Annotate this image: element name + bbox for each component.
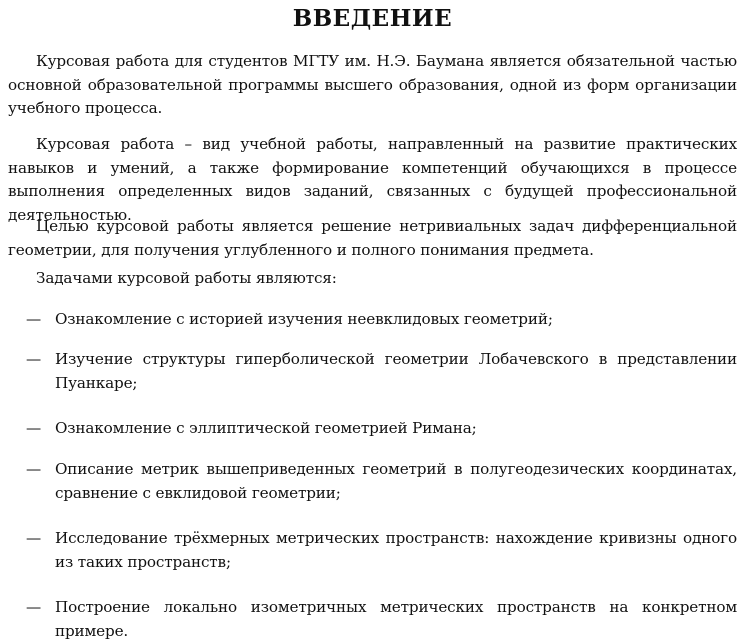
paragraph-definition: Курсовая работа – вид учебной работы, направленный на развитие практических навыков и умений, а также формирование компетенций обучающихся в процессе выполнения определенных видов заданий, связанных с будущей профессиональной деятельностью.	[8, 135, 737, 224]
paragraph-goal: Целью курсовой работы является решение нетривиальных задач дифференциальной геометрии, для получения углубленного и полного понимания предмета.	[8, 217, 737, 259]
list-item-text: Ознакомление с историей изучения неевклидовых геометрий;	[55, 310, 553, 328]
list-item-text: Ознакомление с эллиптической геометрией Римана;	[55, 419, 477, 437]
list-marker: —	[26, 598, 42, 616]
list-item-text: Исследование трёхмерных метрических пространств: нахождение кривизны одного из таких пространств;	[55, 529, 737, 571]
list-item-text: Построение локально изометричных метрических пространств на конкретном примере.	[55, 598, 737, 640]
page-title: ВВЕДЕНИЕ	[292, 5, 453, 32]
list-marker: —	[26, 310, 42, 328]
list-marker: —	[26, 419, 42, 437]
list-marker: —	[26, 460, 42, 478]
list-item-text: Описание метрик вышеприведенных геометрий в полугеодезических координатах, сравнение с евклидовой геометрии;	[55, 460, 737, 502]
list-marker: —	[26, 529, 42, 547]
paragraph-tasks-heading: Задачами курсовой работы являются:	[36, 269, 337, 287]
paragraph-intro: Курсовая работа для студентов МГТУ им. Н.Э. Баумана является обязательной частью основной образовательной программы высшего образования, одной из форм организации учебного процесса.	[8, 52, 737, 117]
list-item-text: Изучение структуры гиперболической геометрии Лобачевского в представлении Пуанкаре;	[55, 350, 737, 392]
list-marker: —	[26, 350, 42, 368]
